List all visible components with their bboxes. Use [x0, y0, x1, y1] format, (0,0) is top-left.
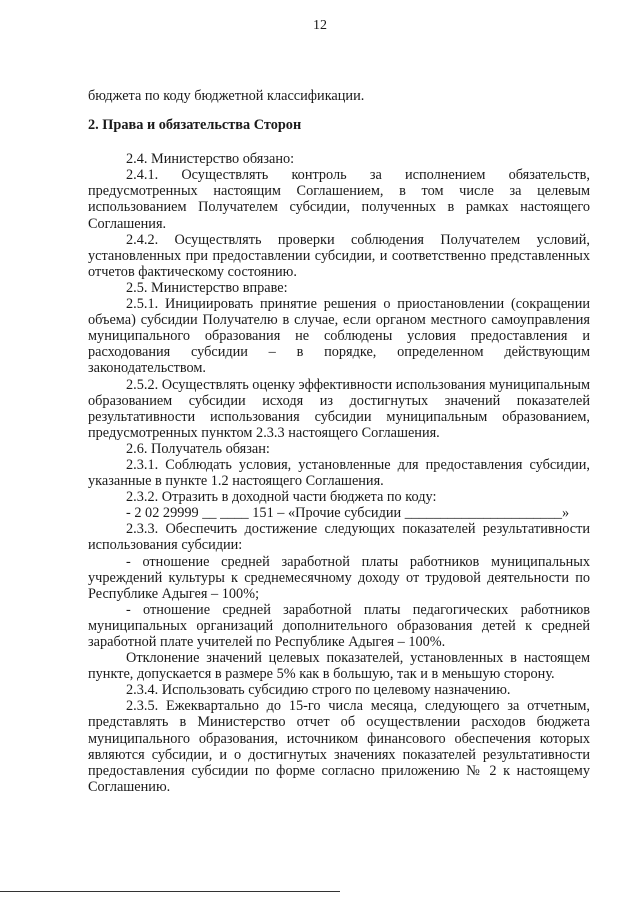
section-title: 2. Права и обязательства Сторон [88, 117, 302, 134]
paragraph-2-3-2: 2.3.2. Отразить в доходной части бюджета по коду: [126, 489, 437, 506]
budget-code-line: - 2 02 29999 __ ____ 151 – «Прочие субсидии ______________________» [126, 505, 570, 522]
page-number: 12 [313, 18, 327, 33]
footer-divider [0, 891, 340, 892]
intro-line: бюджета по коду бюджетной классификации. [88, 88, 365, 104]
paragraph-2-6: 2.6. Получатель обязан: [126, 440, 270, 457]
paragraph-2-5-1: 2.5.1. Инициировать принятие решения о приостановлении (сокращении объема) субсидии Получателю в случае, если органом местного самоуправления муниципального образования не соблюдены условия предоставления и расходования субсидии – в порядке, определенном действующим законодательством. [88, 296, 590, 377]
paragraph-2-4-2: 2.4.2. Осуществлять проверки соблюдения Получателем условий, установленных при предоставлении субсидии, и соответственно представленных отчетов фактическому состоянию. [88, 231, 590, 280]
paragraph-2-3-5: 2.3.5. Ежеквартально до 15-го числа месяца, следующего за отчетным, представлять в Министерство отчет об осуществлении расходов бюджета муниципального образования, источником финансового обеспечения которых являются субсидии, и о достигнутых значениях показателей результативности предоставления субсидии по форме согласно приложению № 2 к настоящему Соглашению. [88, 698, 590, 795]
paragraph-2-5-2: 2.5.2. Осуществлять оценку эффективности использования муниципальным образованием субсидии исходя из достигнутых значений показателей результативности использования субсидии муниципальным образованием, предусмотренных пунктом 2.3.3 настоящего Соглашения. [88, 376, 590, 441]
deviation-paragraph: Отклонение значений целевых показателей, установленных в настоящем пункте, допускается в размере 5% как в большую, так и в меньшую сторону. [88, 650, 590, 683]
paragraph-2-4-1: 2.4.1. Осуществлять контроль за исполнением обязательств, предусмотренных настоящим Соглашением, в том числе за целевым использованием Получателем субсидии, полученных в рамках настоящего Соглашения. [88, 167, 590, 232]
paragraph-2-3-4: 2.3.4. Использовать субсидию строго по целевому назначению. [126, 682, 511, 699]
indicator-education: - отношение средней заработной платы педагогических работников муниципальных организаций дополнительного образования детей к средней заработной плате учителей по Республике Адыгея – 100%. [88, 601, 590, 650]
document-body [88, 88, 590, 795]
paragraph-2-5: 2.5. Министерство вправе: [126, 279, 288, 296]
paragraph-2-3-1: 2.3.1. Соблюдать условия, установленные для предоставления субсидии, указанные в пункте 1.2 настоящего Соглашения. [88, 456, 590, 490]
paragraph-2-4: 2.4. Министерство обязано: [126, 151, 295, 168]
paragraph-2-3-3: 2.3.3. Обеспечить достижение следующих показателей результативности использования субсидии: [88, 521, 590, 554]
indicator-culture: - отношение средней заработной платы работников муниципальных учреждений культуры к среднемесячному доходу от трудовой деятельности по Республике Адыгея – 100%; [88, 553, 590, 602]
